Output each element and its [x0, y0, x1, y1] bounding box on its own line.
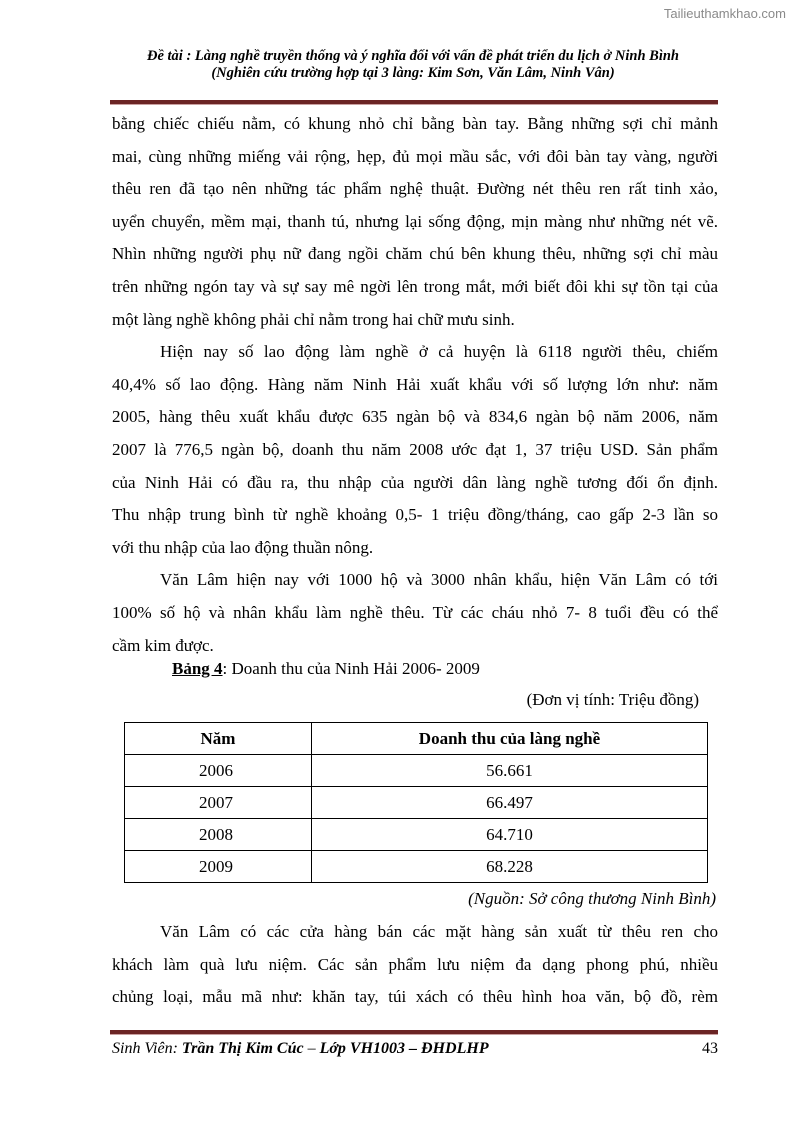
- text-line: 100% số hộ và nhân khẩu làm nghề thêu. Từ các cháu nhỏ 7- 8 tuổi đều có thể: [112, 602, 718, 622]
- table-source: (Nguồn: Sở công thương Ninh Bình): [468, 889, 716, 908]
- text-line: Hiện nay số lao động làm nghề ở cả huyện là 6118 người thêu, chiếm: [160, 342, 718, 362]
- text-line: mai, cùng những miếng vải rộng, hẹp, đủ mọi mầu sắc, với đôi bàn tay vàng, người: [112, 146, 718, 166]
- footer-rule: [110, 1030, 718, 1035]
- year-cell: 2007: [125, 787, 312, 819]
- text-line: với thu nhập của lao động thuần nông.: [112, 537, 374, 557]
- header-title: Đề tài : Làng nghề truyền thống và ý nghĩa đối với vấn đề phát triển du lịch ở Ninh Bình: [147, 48, 679, 64]
- table-caption-text: : Doanh thu của Ninh Hải 2006- 2009: [222, 659, 480, 678]
- year-cell: 2008: [125, 819, 312, 851]
- revenue-cell: 64.710: [312, 819, 708, 851]
- text-line: Văn Lâm hiện nay với 1000 hộ và 3000 nhân khẩu, hiện Văn Lâm có tới: [160, 570, 718, 590]
- table-caption: [172, 659, 480, 679]
- table-row: [125, 819, 708, 851]
- footer-separator: –: [303, 1040, 320, 1057]
- year-cell: 2009: [125, 851, 312, 883]
- page-footer: [112, 1040, 718, 1058]
- text-line: chủng loại, mẫu mã như: khăn tay, túi xách có thêu hình hoa văn, bộ đồ, rèm: [112, 987, 718, 1007]
- text-line: trên những ngón tay và sự say mê ngời lên trong mắt, mới biết đôi khi sự tồn tại của: [112, 276, 718, 296]
- text-line: 2005, hàng thêu xuất khẩu được 635 ngàn bộ và 834,6 ngàn bộ năm 2006, năm: [112, 407, 718, 427]
- revenue-cell: 56.661: [312, 755, 708, 787]
- header-subtitle: (Nghiên cứu trường hợp tại 3 làng: Kim Sơn, Văn Lâm, Ninh Vân): [211, 65, 615, 81]
- paragraph: [112, 564, 718, 662]
- text-line: cầm kim được.: [112, 635, 214, 655]
- table-unit: (Đơn vị tính: Triệu đồng): [526, 690, 699, 709]
- revenue-cell: 68.228: [312, 851, 708, 883]
- footer-prefix: Sinh Viên:: [112, 1040, 182, 1057]
- table-row: [125, 851, 708, 883]
- text-line: thêu ren đã tạo nên những tác phẩm nghệ thuật. Đường nét thêu ren rất tinh xảo,: [112, 179, 718, 199]
- table-row: [125, 787, 708, 819]
- text-line: Văn Lâm có các cửa hàng bán các mặt hàng sản xuất từ thêu ren cho: [160, 922, 718, 941]
- table-label: Bảng 4: [172, 659, 223, 678]
- page-header: [110, 48, 716, 82]
- text-line: Thu nhập trung bình từ nghề khoảng 0,5- 1 triệu đồng/tháng, cao gấp 2-3 lần so: [112, 505, 718, 525]
- header-revenue: Doanh thu của làng nghề: [312, 723, 708, 755]
- watermark: Tailieuthamkhao.com: [663, 6, 786, 21]
- table-row: [125, 755, 708, 787]
- footer-student-name: Trần Thị Kim Cúc: [181, 1040, 304, 1057]
- year-cell: 2006: [125, 755, 312, 787]
- text-line: của Ninh Hải có đầu ra, thu nhập của người dân làng nghề tương đối ổn định.: [112, 472, 718, 492]
- header-rule: [110, 100, 718, 105]
- body-text: [112, 108, 718, 662]
- paragraph: [112, 336, 718, 564]
- text-line: uyển chuyển, mềm mại, thanh tú, nhưng lại sống động, mịn màng như những nét vẽ.: [112, 211, 718, 231]
- text-line: 40,4% số lao động. Hàng năm Ninh Hải xuất khẩu với số lượng lớn như: năm: [112, 374, 718, 394]
- revenue-table: [124, 722, 708, 883]
- body-text-after: [112, 916, 718, 1014]
- text-line: bằng chiếc chiếu nằm, có khung nhỏ chỉ bằng bàn tay. Bằng những sợi chỉ mảnh: [112, 114, 718, 133]
- paragraph: [112, 108, 718, 336]
- revenue-cell: 66.497: [312, 787, 708, 819]
- page-number: 43: [702, 1040, 718, 1057]
- text-line: khách làm quà lưu niệm. Các sản phẩm lưu niệm đa dạng phong phú, nhiều: [112, 954, 718, 974]
- text-line: 2007 là 776,5 ngàn bộ, doanh thu năm 2008 ước đạt 1, 37 triệu USD. Sản phẩm: [112, 439, 718, 459]
- footer-class: Lớp VH1003 – ĐHDLHP: [319, 1040, 489, 1057]
- text-line: Nhìn những người phụ nữ đang ngồi chăm chú bên khung thêu, những sợi chỉ màu: [112, 244, 718, 264]
- text-line: một làng nghề không phải chỉ nằm trong hai chữ mưu sinh.: [112, 309, 515, 329]
- header-year: Năm: [125, 723, 312, 755]
